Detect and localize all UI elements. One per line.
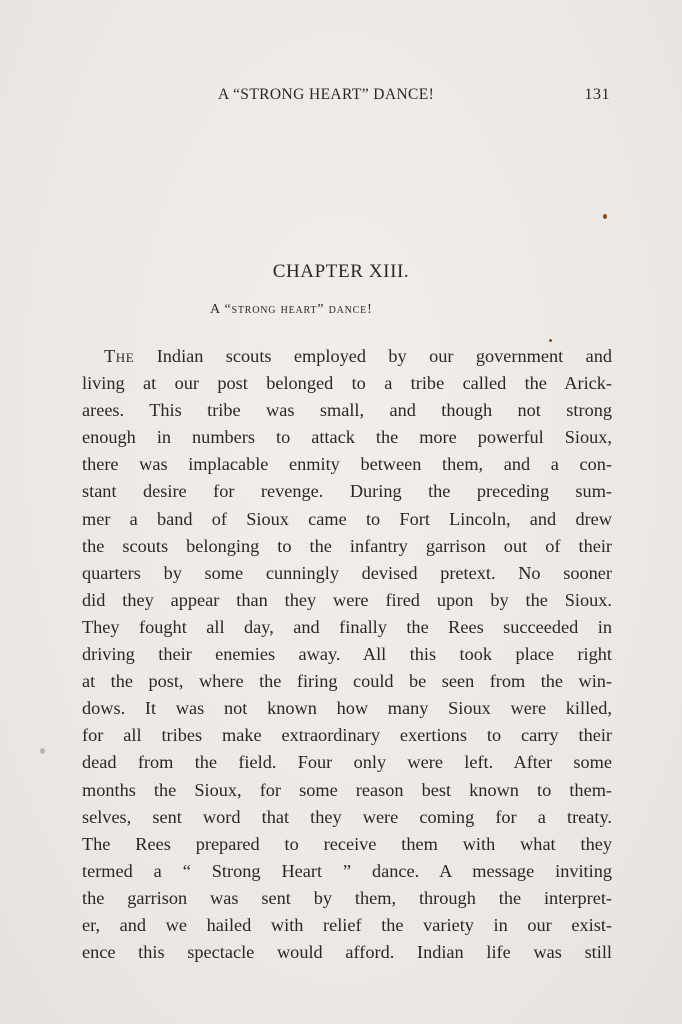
page-number: 131: [584, 86, 610, 103]
text-line-12: driving their enemies away. All this took place right: [82, 644, 612, 665]
text-line-16: dead from the field. Four only were left. After some: [82, 752, 612, 773]
text-line-19: The Rees prepared to receive them with what they: [82, 833, 612, 854]
paper-speck: [603, 214, 607, 219]
text-line-18: selves, sent word that they were coming for a treaty.: [82, 806, 612, 827]
subtitle-prefix: A: [210, 302, 225, 317]
text-line-15: for all tribes make extraordinary exertions to carry their: [82, 725, 612, 746]
text-line-1: [82, 343, 612, 370]
text-line-20: termed a “ Strong Heart ” dance. A message inviting: [82, 860, 612, 881]
text-line-7: mer a band of Sioux came to Fort Lincoln, and drew: [82, 508, 612, 529]
text-line-21: the garrison was sent by them, through the interpret-: [82, 887, 612, 908]
subtitle-main: “strong heart” dance: [224, 302, 368, 317]
text-line-2: living at our post belonged to a tribe called the Arick-: [82, 373, 612, 394]
text-line-10: did they appear than they were fired upon by the Sioux.: [82, 589, 612, 610]
text-line-5: there was implacable enmity between them, and a con-: [82, 454, 612, 475]
text-line-6: stant desire for revenge. During the preceding sum-: [82, 481, 612, 502]
first-line-rest: Indian scouts employed by our government and: [134, 346, 612, 366]
paper-speck: [549, 339, 552, 342]
text-line-11: They fought all day, and finally the Rees succeeded in: [82, 616, 612, 637]
paper-speck: [40, 748, 45, 754]
text-line-22: er, and we hailed with relief the variety in our exist-: [82, 914, 612, 935]
chapter-heading: CHAPTER XIII.: [272, 261, 410, 282]
text-line-13: at the post, where the firing could be seen from the win-: [82, 671, 612, 692]
body-text: [82, 343, 612, 966]
text-line-23: ence this spectacle would afford. Indian life was still: [82, 942, 612, 963]
running-title: A “STRONG HEART” DANCE!: [218, 86, 435, 103]
text-line-9: quarters by some cunningly devised pretext. No sooner: [82, 562, 612, 583]
chapter-subtitle: [210, 302, 373, 318]
text-line-14: dows. It was not known how many Sioux were killed,: [82, 698, 612, 719]
running-head: [82, 86, 610, 108]
text-line-4: enough in numbers to attack the more powerful Sioux,: [82, 427, 612, 448]
first-word: The: [104, 346, 135, 366]
subtitle-suffix: !: [367, 302, 373, 317]
text-line-3: arees. This tribe was small, and though not strong: [82, 400, 612, 421]
text-line-17: months the Sioux, for some reason best known to them-: [82, 779, 612, 800]
text-line-8: the scouts belonging to the infantry garrison out of their: [82, 535, 612, 556]
